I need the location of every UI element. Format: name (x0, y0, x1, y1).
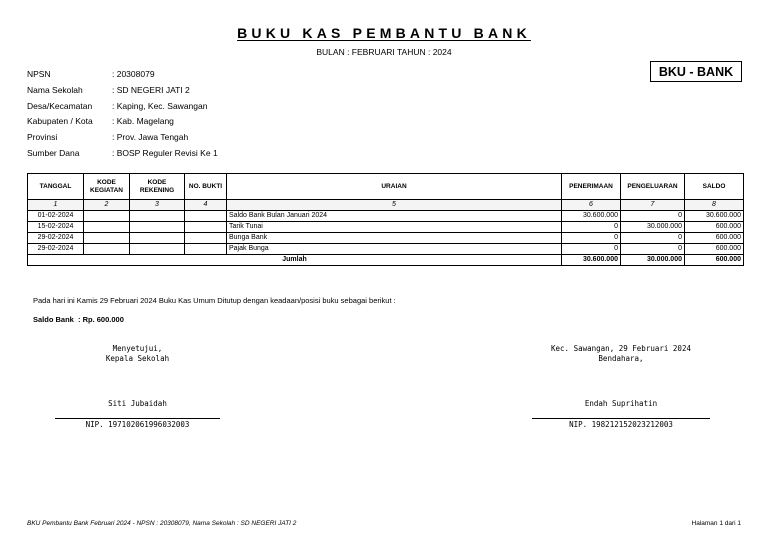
sig-right-line (532, 418, 710, 419)
cell-uraian: Tarik Tunai (227, 222, 562, 233)
col-header-kode-rekening: KODE REKENING (130, 174, 185, 200)
cell-kode-kegiatan (84, 222, 130, 233)
cell-penerimaan: 0 (562, 233, 621, 244)
sig-right-nip: NIP. 198212152023212003 (569, 420, 673, 429)
cell-uraian: Saldo Bank Bulan Januari 2024 (227, 211, 562, 222)
total-penerimaan: 30.600.000 (562, 255, 621, 266)
col-header-pengeluaran: PENGELUARAN (621, 174, 685, 200)
table-row (28, 233, 744, 244)
cell-uraian: Pajak Bunga (227, 244, 562, 255)
info-label: NPSN (27, 69, 51, 79)
page-number: Halaman 1 dari 1 (691, 520, 741, 527)
cell-kode-rekening (130, 211, 185, 222)
total-pengeluaran: 30.000.000 (621, 255, 685, 266)
cell-uraian: Bunga Bank (227, 233, 562, 244)
cell-pengeluaran: 0 (621, 233, 685, 244)
column-number-row (28, 200, 744, 211)
bku-badge: BKU - BANK (650, 61, 742, 82)
col-header-saldo: SALDO (685, 174, 744, 200)
total-label: Jumlah (28, 255, 562, 266)
info-label: Kabupaten / Kota (27, 116, 93, 127)
cell-saldo: 600.000 (685, 222, 744, 233)
cell-tanggal: 29-02-2024 (28, 233, 84, 244)
cell-pengeluaran: 0 (621, 244, 685, 255)
sig-left-approval: Menyetujui, (112, 344, 163, 353)
cell-tanggal: 01-02-2024 (28, 211, 84, 222)
cell-saldo: 600.000 (685, 233, 744, 244)
sig-left-role: Kepala Sekolah (105, 354, 170, 363)
sig-left-line (55, 418, 220, 419)
info-row-regency (27, 114, 218, 130)
document-title: BUKU KAS PEMBANTU BANK (237, 25, 531, 41)
info-value: : BOSP Reguler Revisi Ke 1 (112, 147, 218, 158)
cell-saldo: 30.600.000 (685, 211, 744, 222)
cell-pengeluaran: 30.000.000 (621, 222, 685, 233)
cell-no-bukti (185, 233, 227, 244)
cell-no-bukti (185, 244, 227, 255)
cell-no-bukti (185, 211, 227, 222)
cell-tanggal: 15-02-2024 (28, 222, 84, 233)
info-row-school-name (27, 83, 218, 99)
col-header-no-bukti: NO. BUKTI (185, 174, 227, 200)
info-value: : SD NEGERI JATI 2 (112, 84, 190, 95)
sig-left-name: Siti Jubaidah (108, 399, 167, 408)
cell-kode-rekening (130, 244, 185, 255)
info-value: : Kaping, Kec. Sawangan (112, 100, 208, 111)
info-label: Nama Sekolah (27, 84, 83, 95)
info-row-village (27, 99, 218, 115)
saldo-bank (33, 315, 124, 324)
cell-penerimaan: 0 (562, 244, 621, 255)
cell-kode-kegiatan (84, 244, 130, 255)
document-subtitle: BULAN : FEBRUARI TAHUN : 2024 (316, 47, 452, 57)
column-number: 3 (130, 200, 185, 211)
col-header-kode-kegiatan: KODE KEGIATAN (84, 174, 130, 200)
column-number: 6 (562, 200, 621, 211)
sig-right-place-date: Kec. Sawangan, 29 Februari 2024 (551, 344, 691, 353)
info-row-npsn (27, 67, 218, 83)
column-number: 1 (28, 200, 84, 211)
cell-pengeluaran: 0 (621, 211, 685, 222)
sig-left-nip: NIP. 197102061996032003 (85, 420, 190, 429)
col-header-uraian: URAIAN (227, 174, 562, 200)
info-value: : Prov. Jawa Tengah (112, 132, 189, 143)
cell-kode-kegiatan (84, 211, 130, 222)
sig-right-name: Endah Suprihatin (584, 399, 658, 408)
cell-kode-rekening (130, 233, 185, 244)
column-number: 4 (185, 200, 227, 211)
total-saldo: 600.000 (685, 255, 744, 266)
info-value: : 20308079 (112, 69, 155, 79)
table-row (28, 211, 744, 222)
table-row (28, 222, 744, 233)
footer-description: BKU Pembantu Bank Februari 2024 - NPSN : 20308079, Nama Sekolah : SD NEGERI JATI 2 (27, 520, 297, 527)
column-number: 2 (84, 200, 130, 211)
saldo-value: : Rp. 600.000 (78, 315, 124, 324)
col-header-tanggal: TANGGAL (28, 174, 84, 200)
col-header-penerimaan: PENERIMAAN (562, 174, 621, 200)
info-value: : Kab. Magelang (112, 116, 174, 127)
cell-tanggal: 29-02-2024 (28, 244, 84, 255)
school-info (27, 67, 218, 162)
column-number: 5 (227, 200, 562, 211)
cell-saldo: 600.000 (685, 244, 744, 255)
sig-right-role: Bendahara, (598, 354, 644, 363)
cell-penerimaan: 0 (562, 222, 621, 233)
info-label: Desa/Kecamatan (27, 100, 93, 111)
cell-kode-kegiatan (84, 233, 130, 244)
total-row (28, 255, 744, 266)
column-number: 7 (621, 200, 685, 211)
ledger-table (27, 173, 744, 266)
table-header-row (28, 174, 744, 200)
column-number: 8 (685, 200, 744, 211)
table-row (28, 244, 744, 255)
info-label: Provinsi (27, 132, 58, 143)
info-row-fund-source (27, 146, 218, 162)
info-label: Sumber Dana (27, 147, 80, 158)
cell-penerimaan: 30.600.000 (562, 211, 621, 222)
closing-statement: Pada hari ini Kamis 29 Februari 2024 Buku Kas Umum Ditutup dengan keadaan/posisi buku sebagai berikut : (33, 296, 396, 305)
cell-kode-rekening (130, 222, 185, 233)
info-row-province (27, 130, 218, 146)
saldo-label: Saldo Bank (33, 315, 74, 324)
cell-no-bukti (185, 222, 227, 233)
